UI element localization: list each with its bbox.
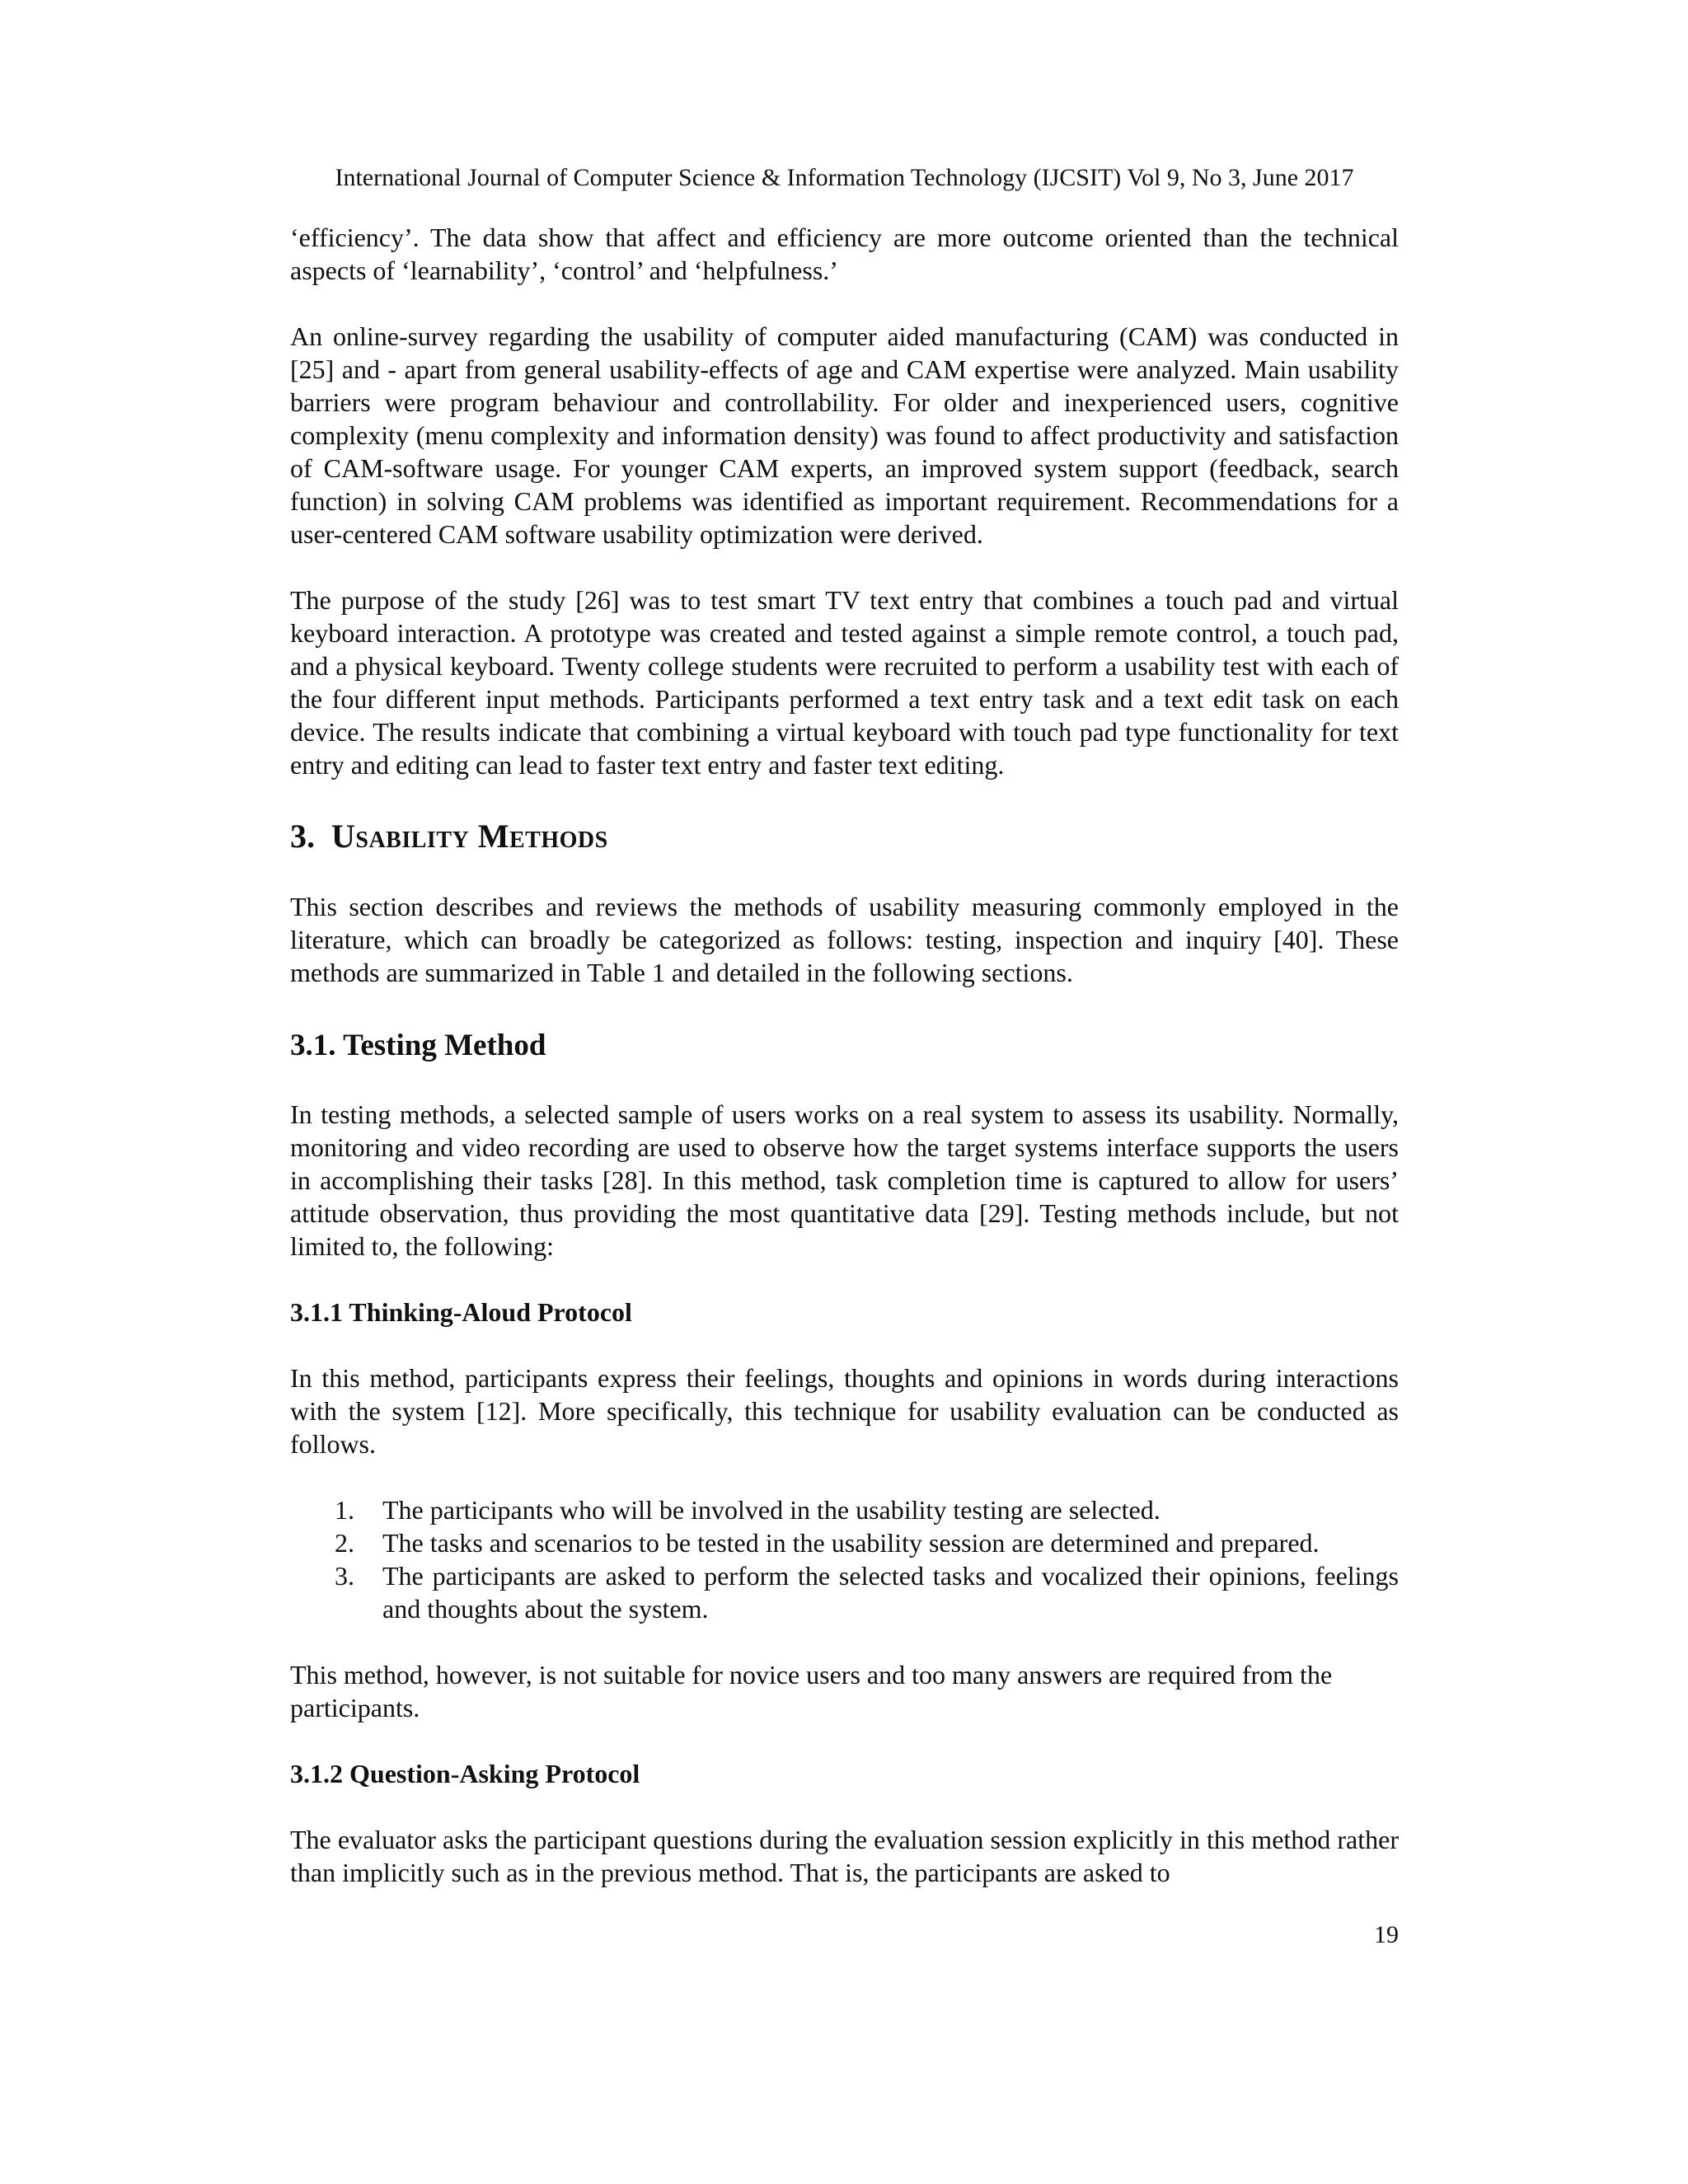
list-item	[290, 1526, 1399, 1559]
section-number: 3.	[290, 818, 315, 855]
subsubsection-heading-thinking-aloud: 3.1.1 Thinking-Aloud Protocol	[290, 1297, 632, 1327]
list-item-number: 1.	[335, 1495, 354, 1525]
paragraph-smart-tv-study: The purpose of the study [26] was to test smart TV text entry that combines a touch pad and virtual keyboard interaction. A prototype was created and tested against a simple remote control, a touch pad, and a physical keyboard. Twenty college students were recruited to perform a usability test with each of the four different input methods. Participants performed a text entry task and a text edit task on each device. The results indicate that combining a virtual keyboard with touch pad type functionality for text entry and editing can lead to faster text entry and faster text editing.	[290, 585, 1399, 780]
paragraph-question-asking: The evaluator asks the participant questions during the evaluation session explicitly in this method rather than implicitly such as in the previous method. That is, the participants are asked to	[290, 1825, 1399, 1887]
list-item	[290, 1493, 1399, 1526]
list-item	[290, 1559, 1399, 1625]
thinking-aloud-steps-list	[290, 1493, 1399, 1625]
subsubsection-heading-question-asking: 3.1.2 Question-Asking Protocol	[290, 1759, 640, 1788]
list-item-number: 3.	[335, 1561, 354, 1591]
paragraph-cam-survey: An online-survey regarding the usability of computer aided manufacturing (CAM) was conducted in [25] and - apart from general usability-effects of age and CAM expertise were analyzed. Main usability barriers were program behaviour and controllability. For older and inexperienced users, cognitive complexity (menu complexity and information density) was found to affect productivity and satisfaction of CAM-software usage. For younger CAM experts, an improved system support (feedback, search function) in solving CAM problems was identified as important requirement. Recommendations for a user-centered CAM software usability optimization were derived.	[290, 321, 1399, 549]
paragraph-methods-intro: This section describes and reviews the methods of usability measuring commonly employed in the literature, which can broadly be categorized as follows: testing, inspection and inquiry [40]. These methods are summarized in Table 1 and detailed in the following sections.	[290, 892, 1399, 987]
list-item-text: The participants who will be involved in the usability testing are selected.	[382, 1495, 1160, 1525]
running-header: International Journal of Computer Science & Information Technology (IJCSIT) Vol 9, No 3, June 2017	[335, 164, 1354, 191]
list-item-text: The participants are asked to perform the selected tasks and vocalized their opinions, feelings and thoughts about the system.	[382, 1561, 1399, 1624]
paragraph-efficiency: ‘efficiency’. The data show that affect and efficiency are more outcome oriented than the technical aspects of ‘learnability’, ‘control’ and ‘helpfulness.’	[290, 223, 1399, 285]
page-number: 19	[1374, 1921, 1399, 1948]
paragraph-testing-method: In testing methods, a selected sample of users works on a real system to assess its usability. Normally, monitoring and video recording are used to observe how the target systems interface supports the users in accomplishing their tasks [28]. In this method, task completion time is captured to allow for users’ attitude observation, thus providing the most quantitative data [29]. Testing methods include, but not limited to, the following:	[290, 1099, 1399, 1261]
page-body	[290, 221, 1399, 1889]
section-heading-usability-methods	[290, 816, 1399, 857]
list-item-text: The tasks and scenarios to be tested in the usability session are determined and prepared.	[382, 1528, 1320, 1558]
subsection-heading-testing-method: 3.1. Testing Method	[290, 1029, 546, 1062]
paragraph-thinking-aloud: In this method, participants express their feelings, thoughts and opinions in words during interactions with the system [12]. More specifically, this technique for usability evaluation can be conducted as follows.	[290, 1363, 1399, 1459]
list-item-number: 2.	[335, 1528, 354, 1558]
section-title: Usability Methods	[331, 818, 608, 855]
paragraph-thinking-aloud-limitation: This method, however, is not suitable for novice users and too many answers are required from the participants.	[290, 1660, 1333, 1722]
